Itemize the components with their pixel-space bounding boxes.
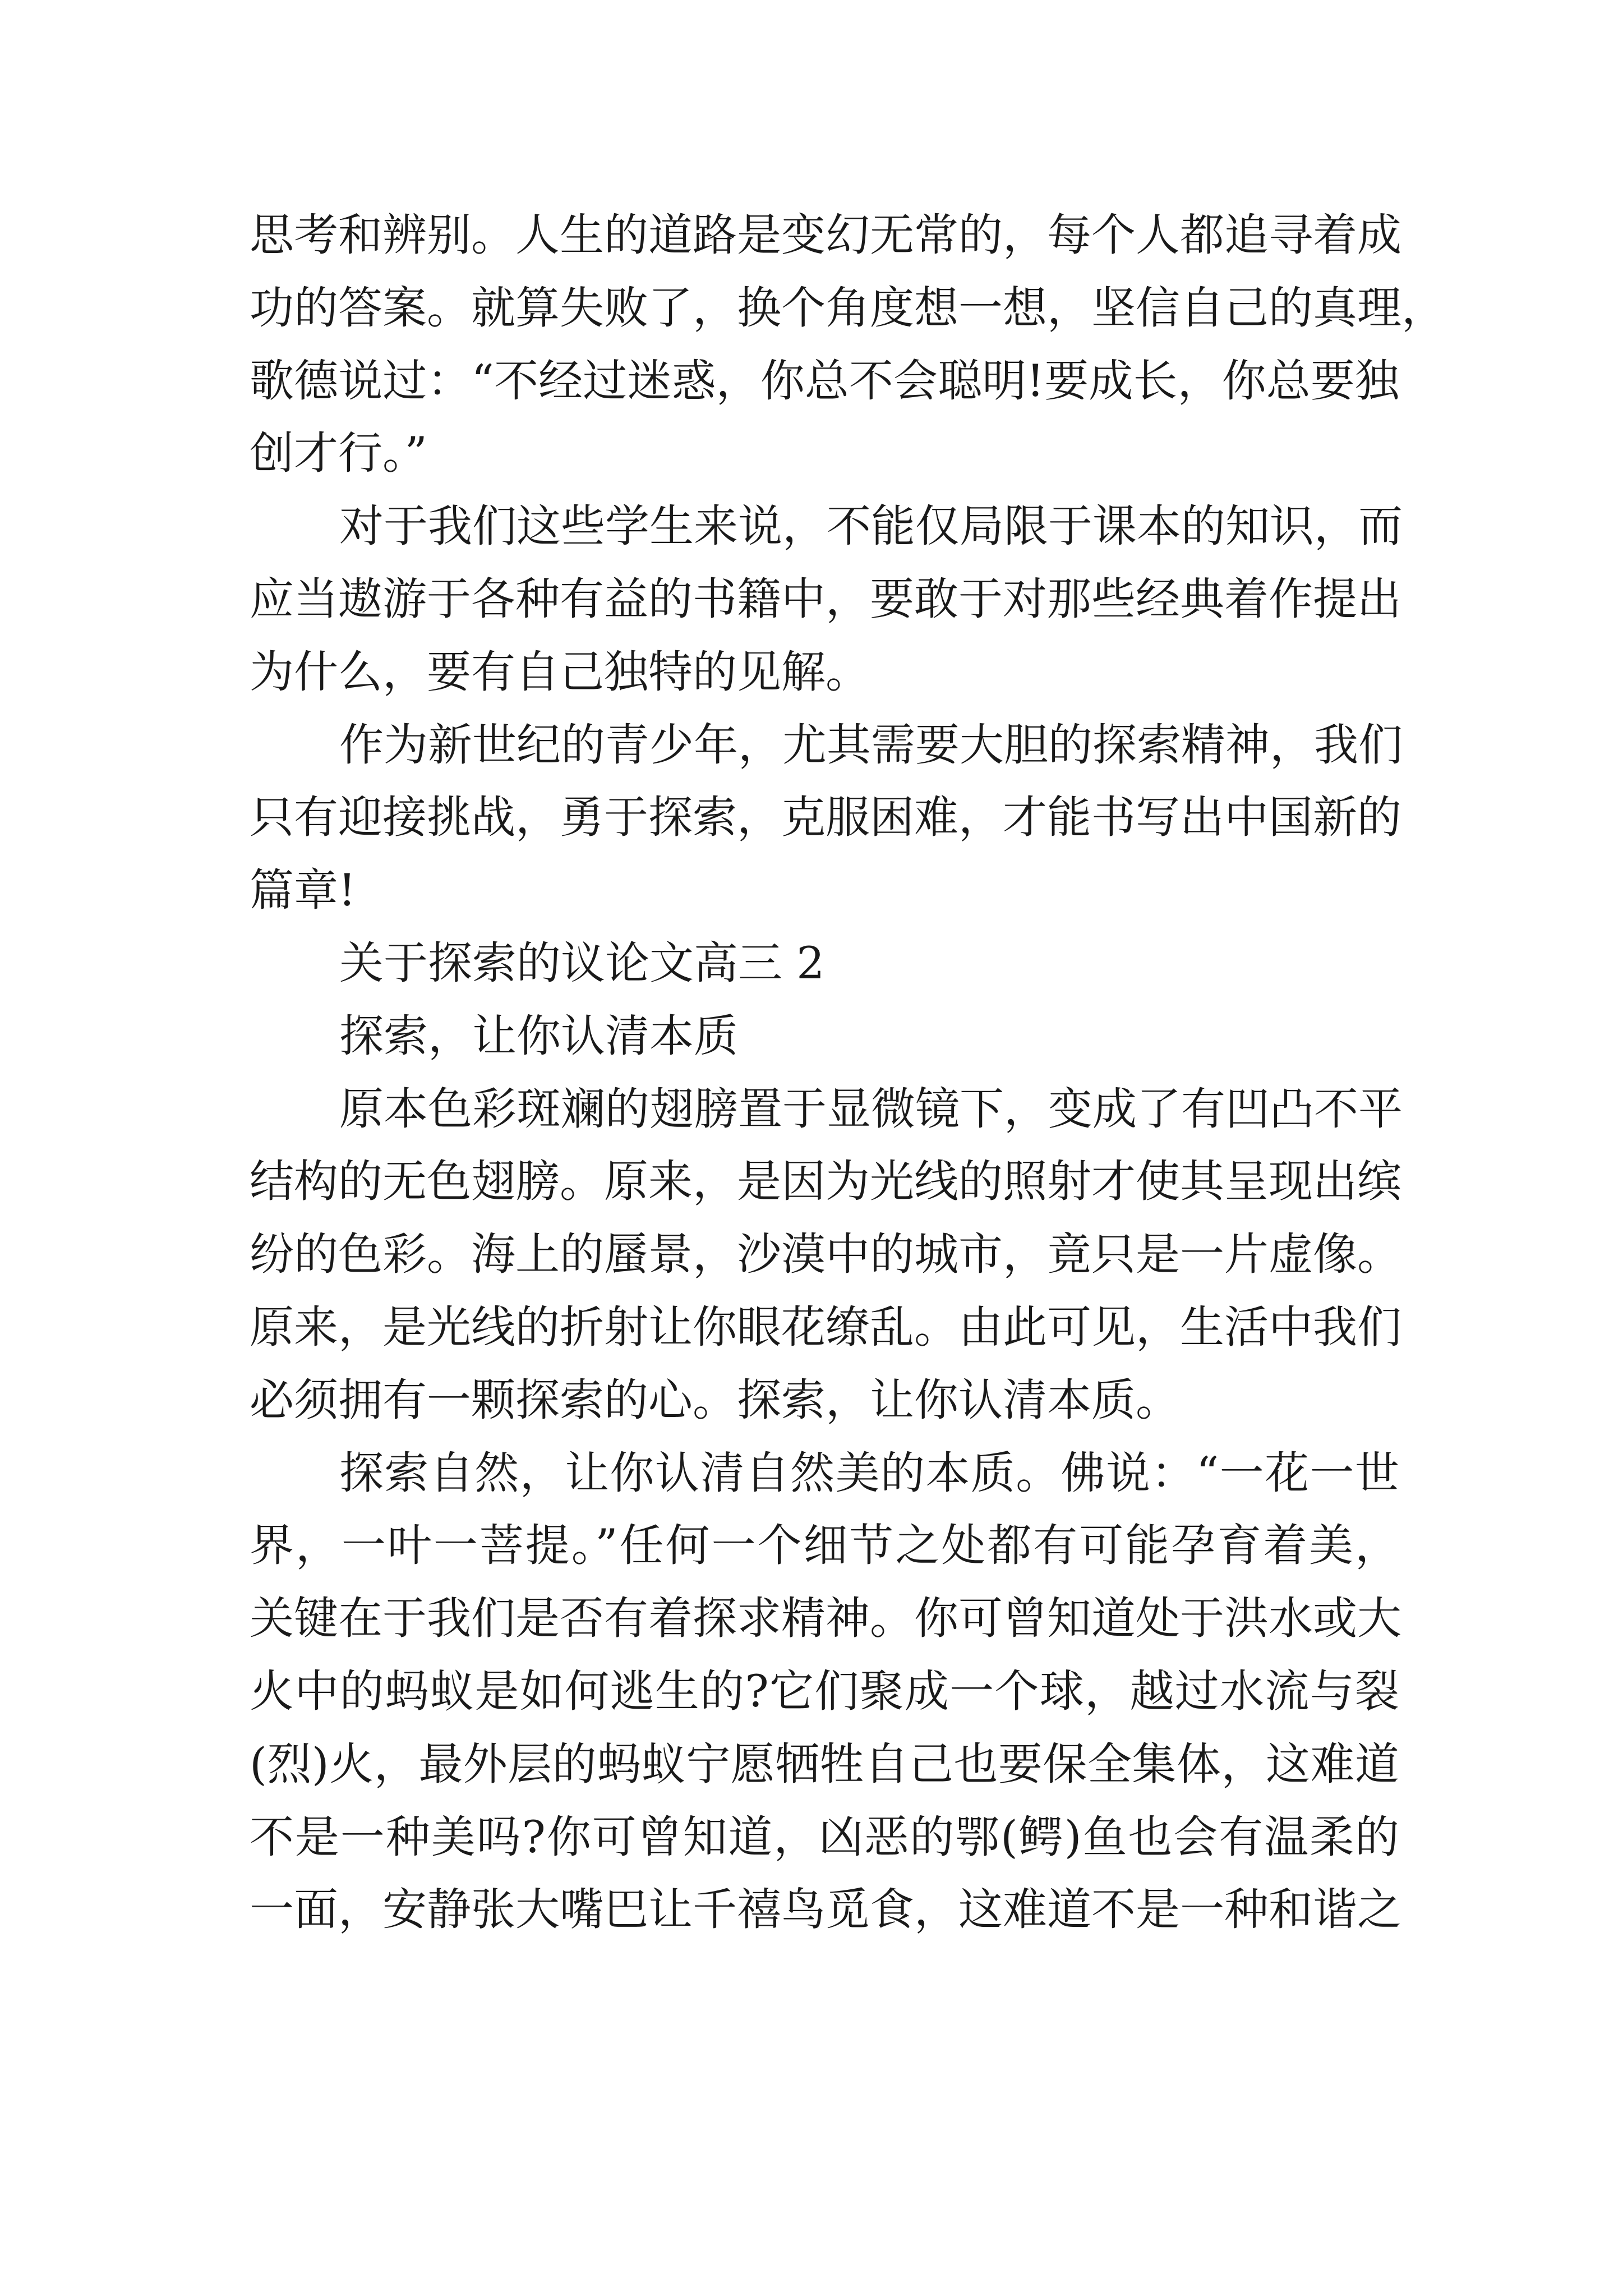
section-heading: 关于探索的议论文高三 2: [339, 937, 825, 989]
text-line: 功的答案。就算失败了，换个角度想一想，坚信自己的真理，: [250, 282, 1446, 334]
text-line: 界，一叶一菩提。”任何一个细节之处都有可能孕育着美，: [250, 1520, 1399, 1572]
text-line: 应当遨游于各种有益的书籍中，要敢于对那些经典着作提出: [250, 573, 1401, 625]
text-line: 创才行。”: [250, 427, 427, 480]
paragraph-start-line: 对于我们这些学生来说，不能仅局限于课本的知识，而: [339, 500, 1403, 553]
paragraph-start-line: 探索自然，让你认清自然美的本质。佛说：“一花一世: [339, 1447, 1399, 1499]
text-line: 只有迎接挑战，勇于探索，克服困难，才能书写出中国新的: [250, 792, 1401, 844]
text-line: 关键在于我们是否有着探求精神。你可曾知道处于洪水或大: [250, 1593, 1401, 1645]
text-line: 一面，安静张大嘴巴让千禧鸟觅食，这难道不是一种和谐之: [250, 1884, 1401, 1936]
body-text: [250, 199, 1446, 1947]
text-line: 火中的蚂蚁是如何逃生的?它们聚成一个球，越过水流与裂: [250, 1665, 1399, 1717]
article-title: 探索，让你认清本质: [339, 1010, 738, 1062]
text-line: 原来，是光线的折射让你眼花缭乱。由此可见，生活中我们: [250, 1301, 1401, 1353]
text-line: 为什么，要有自己独特的见解。: [250, 646, 870, 698]
paragraph-start-line: 作为新世纪的青少年，尤其需要大胆的探索精神，我们: [339, 719, 1403, 771]
text-line: 不是一种美吗?你可曾知道，凶恶的鄂(鳄)鱼也会有温柔的: [250, 1811, 1399, 1863]
text-line: 思考和辨别。人生的道路是变幻无常的，每个人都追寻着成: [250, 209, 1401, 261]
text-line: 必须拥有一颗探索的心。探索，让你认清本质。: [250, 1374, 1180, 1426]
paragraph-start-line: 原本色彩斑斓的翅膀置于显微镜下，变成了有凹凸不平: [339, 1083, 1403, 1135]
text-line: (烈)火，最外层的蚂蚁宁愿牺牲自己也要保全集体，这难道: [250, 1738, 1399, 1790]
text-line: 纷的色彩。海上的蜃景，沙漠中的城市，竟只是一片虚像。: [250, 1228, 1401, 1281]
text-line: 篇章!: [250, 864, 356, 917]
text-line: 歌德说过：“不经过迷惑，你总不会聪明!要成长，你总要独: [250, 355, 1399, 407]
text-line: 结构的无色翅膀。原来，是因为光线的照射才使其呈现出缤: [250, 1156, 1401, 1208]
